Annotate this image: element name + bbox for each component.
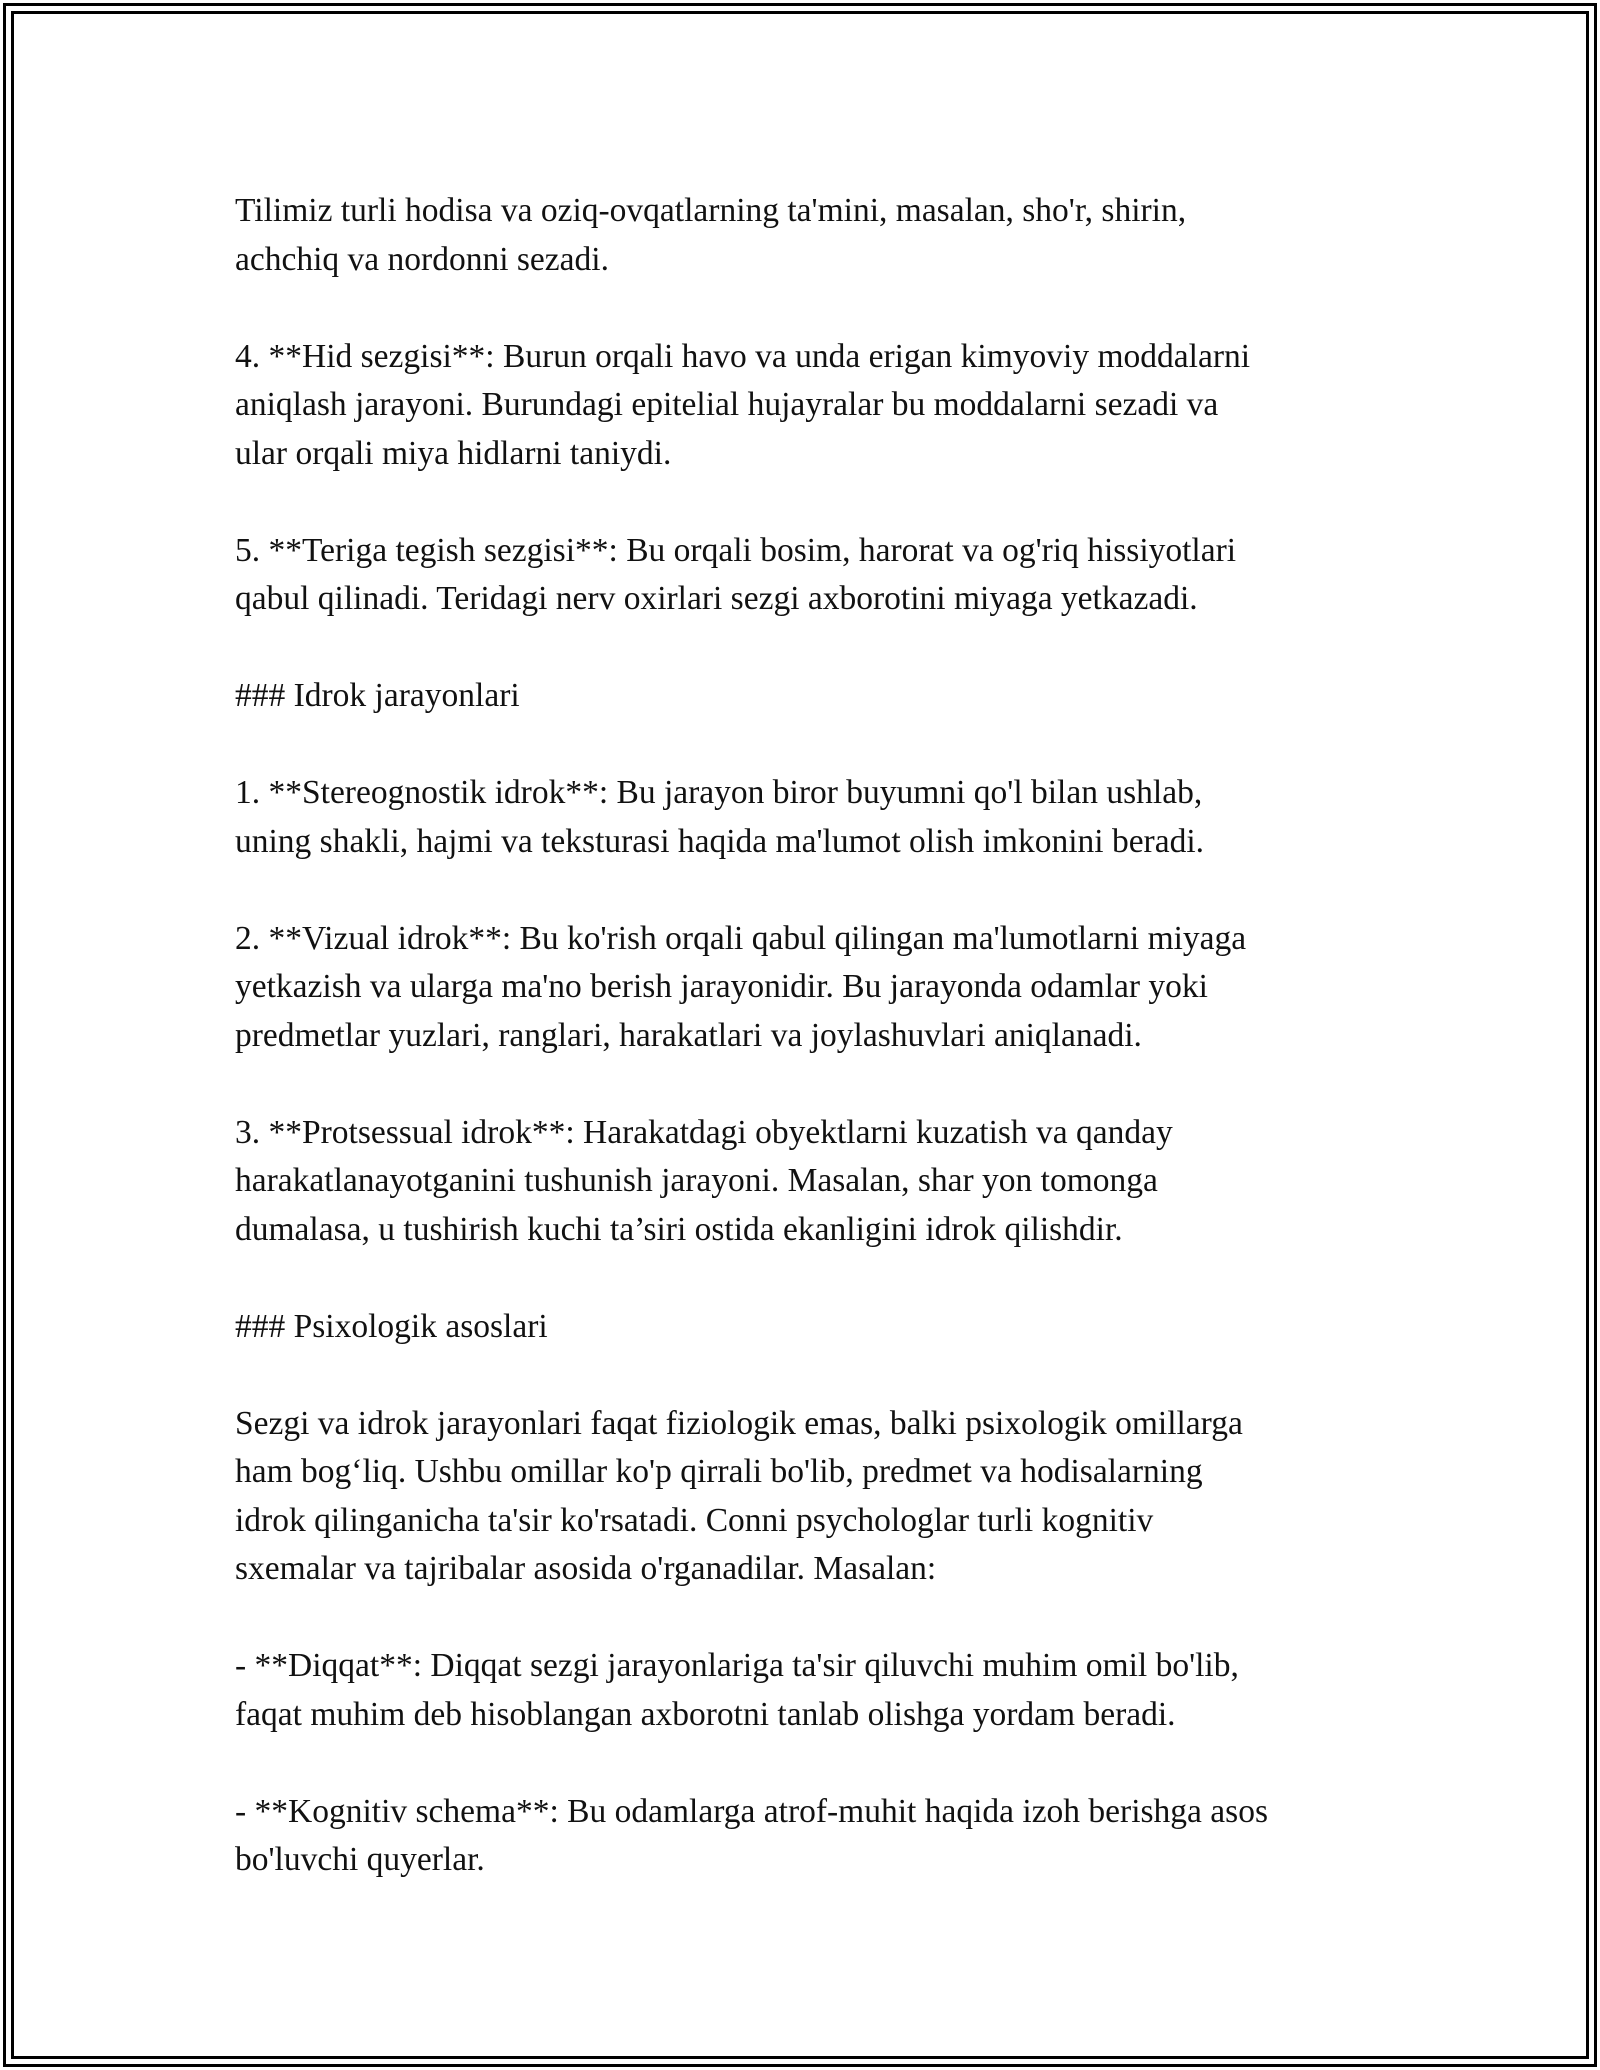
paragraph-stereognostic	[235, 769, 1375, 866]
bullet-cognitive-schema	[235, 1788, 1375, 1885]
paragraph-psychological-basis	[235, 1400, 1375, 1594]
paragraph-touch	[235, 527, 1375, 624]
heading-perception	[235, 672, 1375, 721]
paragraph-visual	[235, 915, 1375, 1061]
text-line: dumalasa, u tushirish kuchi ta’siri ostida ekanligini idrok qilishdir.	[235, 1210, 1123, 1248]
paragraph-smell	[235, 333, 1375, 479]
heading-psychological	[235, 1303, 1375, 1352]
document-body	[235, 187, 1375, 1885]
text-line: - **Kognitiv schema**: Bu odamlarga atrof-muhit haqida izoh berishga asos	[235, 1792, 1268, 1830]
bullet-attention	[235, 1642, 1375, 1739]
text-line: Tilimiz turli hodisa va oziq-ovqatlarning ta'mini, masalan, sho'r, shirin,	[235, 192, 1187, 229]
text-line: yetkazish va ularga ma'no berish jarayonidir. Bu jarayonda odamlar yoki	[235, 968, 1208, 1005]
text-line: harakatlanayotganini tushunish jarayoni. Masalan, shar yon tomonga	[235, 1162, 1158, 1199]
text-line: predmetlar yuzlari, ranglari, harakatlari va joylashuvlari aniqlanadi.	[235, 1016, 1142, 1054]
text-line: ham bog‘liq. Ushbu omillar ko'p qirrali bo'lib, predmet va hodisalarning	[235, 1453, 1203, 1490]
text-line: sxemalar va tajribalar asosida o'rganadilar. Masalan:	[235, 1550, 937, 1587]
text-line: 2. **Vizual idrok**: Bu ko'rish orqali qabul qilingan ma'lumotlarni miyaga	[235, 919, 1247, 957]
text-line: Sezgi va idrok jarayonlari faqat fiziologik emas, balki psixologik omillarga	[235, 1404, 1243, 1442]
text-line: bo'luvchi quyerlar.	[235, 1841, 485, 1878]
paragraph-procedural	[235, 1109, 1375, 1255]
text-line: 4. **Hid sezgisi**: Burun orqali havo va unda erigan kimyoviy moddalarni	[235, 337, 1251, 375]
text-line: 5. **Teriga tegish sezgisi**: Bu orqali bosim, harorat va og'riq hissiyotlari	[235, 531, 1237, 569]
text-line: uning shakli, hajmi va teksturasi haqida ma'lumot olish imkonini beradi.	[235, 822, 1205, 860]
text-line: achchiq va nordonni sezadi.	[235, 240, 609, 278]
text-line: 1. **Stereognostik idrok**: Bu jarayon biror buyumni qo'l bilan ushlab,	[235, 774, 1203, 811]
text-line: aniqlash jarayoni. Burundagi epitelial hujayralar bu moddalarni sezadi va	[235, 386, 1219, 423]
text-line: idrok qilinganicha ta'sir ko'rsatadi. Conni psychologlar turli kognitiv	[235, 1501, 1154, 1539]
text-line: ular orqali miya hidlarni taniydi.	[235, 434, 672, 472]
text-line: 3. **Protsessual idrok**: Harakatdagi obyektlarni kuzatish va qanday	[235, 1113, 1173, 1151]
text-line: qabul qilinadi. Teridagi nerv oxirlari sezgi axborotini miyaga yetkazadi.	[235, 580, 1198, 617]
text-line: - **Diqqat**: Diqqat sezgi jarayonlariga ta'sir qiluvchi muhim omil bo'lib,	[235, 1647, 1239, 1684]
paragraph-taste	[235, 187, 1375, 284]
heading-line: ### Idrok jarayonlari	[235, 677, 520, 714]
text-line: faqat muhim deb hisoblangan axborotni tanlab olishga yordam beradi.	[235, 1695, 1176, 1733]
heading-line: ### Psixologik asoslari	[235, 1307, 548, 1345]
